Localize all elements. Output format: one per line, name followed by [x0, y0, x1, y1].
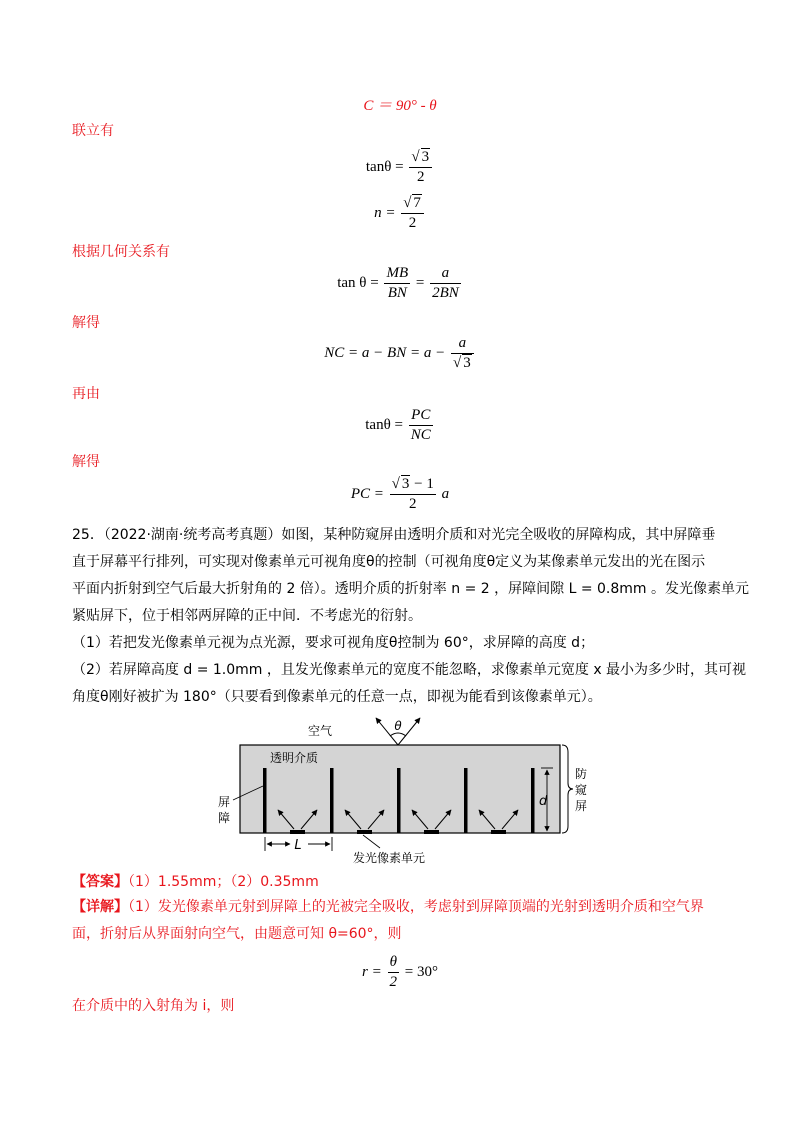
tan2-fraction-2	[430, 264, 461, 303]
problem-question-2b: 角度θ刚好被扩为 180°（只要看到像素单元的任意一点，即视为能看到该像素单元）。	[72, 689, 602, 705]
anti-peep-screen-diagram	[200, 710, 600, 870]
d-label: d	[539, 794, 548, 809]
barrier	[464, 768, 468, 833]
formula-tan1	[0, 148, 800, 187]
pixel-unit	[357, 830, 372, 834]
problem-line-1	[72, 525, 732, 545]
pc-num: √ 3 − 1	[390, 475, 436, 495]
detail-line-2: 面，折射后从界面射向空气，由题意可知 θ=60°，则	[72, 926, 402, 942]
barrier	[397, 768, 401, 833]
tan3-den: NC	[410, 427, 431, 443]
problem-line-4: 紧贴屏下，位于相邻两屏障的正中间．不考虑光的衍射。	[72, 608, 422, 624]
tan1-num: √ 3	[409, 148, 432, 168]
formula-nc	[0, 334, 800, 373]
label-zaiyou: 再由	[72, 386, 100, 402]
barrier-label-2: 障	[218, 811, 231, 825]
r-den: 2	[389, 974, 397, 990]
formula-n	[0, 194, 800, 233]
detail-line1-text: （1）发光像素单元射到屏障上的光被完全吸收，考虑射到屏障顶端的光射到透明介质和空气界	[128, 899, 704, 915]
tan3-num: PC	[409, 406, 433, 426]
pc-den: 2	[409, 496, 417, 512]
formula-tan3	[0, 406, 800, 445]
barrier	[263, 768, 267, 833]
tan2-eq: =	[415, 274, 425, 291]
screen-label-1: 防	[575, 767, 588, 781]
formula-pc	[0, 475, 800, 514]
r-fraction	[388, 953, 400, 992]
problem-line-3: 平面内折射到空气后最大折射角的 2 倍）。透明介质的折射率 n = 2 ，屏障间隙 L = 0.8mm 。发光像素单元	[72, 581, 749, 597]
medium-label: 透明介质	[270, 751, 319, 765]
screen-label-2: 窥	[575, 783, 588, 797]
detail-tag: 【详解】	[72, 899, 128, 915]
pc-num-radicand: 3	[401, 476, 410, 492]
problem-question-1: （1）若把发光像素单元视为点光源，要求可视角度θ控制为 60°，求屏障的高度 d；	[72, 635, 595, 651]
theta-label: θ	[394, 719, 402, 733]
r-lhs: r =	[362, 963, 382, 980]
answer	[72, 872, 319, 892]
tan2-f1-num: MB	[384, 264, 410, 284]
pixel-unit	[491, 830, 506, 834]
nc-den: √ 3	[452, 355, 471, 371]
label-lianli: 联立有	[72, 123, 114, 139]
label-incidence: 在介质中的入射角为 i，则	[72, 998, 235, 1014]
tan2-f1-den: BN	[387, 285, 407, 301]
barrier	[531, 768, 535, 833]
answer-tag: 【答案】	[72, 874, 128, 890]
answer-text: （1）1.55mm；（2）0.35mm	[128, 874, 319, 890]
r-num: θ	[388, 953, 400, 973]
n-den: 2	[408, 215, 417, 231]
tan2-f2-num: a	[430, 264, 461, 284]
formula-tan2	[0, 264, 800, 303]
n-num: √ 7	[401, 194, 424, 214]
tan2-lhs: tan θ =	[337, 274, 379, 291]
detail	[72, 897, 732, 944]
pc-rhs: a	[441, 485, 450, 502]
pixel-unit	[290, 830, 305, 834]
nc-fraction	[451, 334, 474, 373]
L-label: L	[294, 838, 302, 853]
pc-fraction	[390, 475, 436, 514]
pc-lhs: PC =	[350, 485, 384, 502]
tan1-lhs: tanθ =	[365, 158, 404, 175]
screen-brace	[562, 745, 573, 833]
pixel-leader-line	[363, 835, 380, 848]
tan1-num-radicand: 3	[421, 149, 430, 165]
n-fraction	[401, 194, 424, 233]
detail-line-1	[72, 897, 732, 917]
label-geometry: 根据几何关系有	[72, 244, 170, 260]
problem-question-2a: （2）若屏障高度 d = 1.0mm ，且发光像素单元的宽度不能忽略，求像素单元宽度 x 最小为多少时，其可视	[72, 662, 747, 678]
tan3-fraction	[409, 406, 433, 445]
formula-c	[0, 94, 800, 115]
formula-c-text: C ＝ 90° - θ	[363, 98, 437, 114]
formula-r	[0, 953, 800, 992]
barrier-label-1: 屏	[218, 795, 231, 809]
pixel-unit	[424, 830, 439, 834]
r-rhs: = 30°	[404, 963, 438, 980]
tan3-lhs: tanθ =	[365, 416, 403, 433]
barrier	[330, 768, 334, 833]
problem-25	[72, 525, 749, 707]
pixel-label: 发光像素单元	[353, 851, 426, 865]
tan1-fraction	[409, 148, 432, 187]
air-label: 空气	[307, 724, 333, 738]
screen-label-3: 屏	[575, 799, 588, 813]
label-jiede-1: 解得	[72, 315, 100, 331]
label-jiede-2: 解得	[72, 454, 100, 470]
nc-lhs: NC = a − BN = a −	[324, 344, 446, 361]
tan2-fraction-1	[384, 264, 410, 303]
problem-line-2: 直于屏幕平行排列，可实现对像素单元可视角度θ的控制（可视角度θ定义为某像素单元发出的光在图示	[72, 554, 706, 570]
problem-number: 25．	[72, 527, 104, 543]
tan1-den: 2	[416, 169, 425, 185]
nc-den-radicand: 3	[463, 355, 471, 371]
problem-line1-text: （2022·湖南·统考高考真题）如图，某种防窥屏由透明介质和对光完全吸收的屏障构成，其中屏障垂	[103, 527, 716, 543]
pc-num-rest: − 1	[410, 476, 434, 492]
tan2-f2-den: 2BN	[432, 285, 459, 301]
n-num-radicand: 7	[413, 195, 421, 211]
nc-num: a	[451, 334, 474, 354]
n-lhs: n =	[374, 204, 396, 221]
